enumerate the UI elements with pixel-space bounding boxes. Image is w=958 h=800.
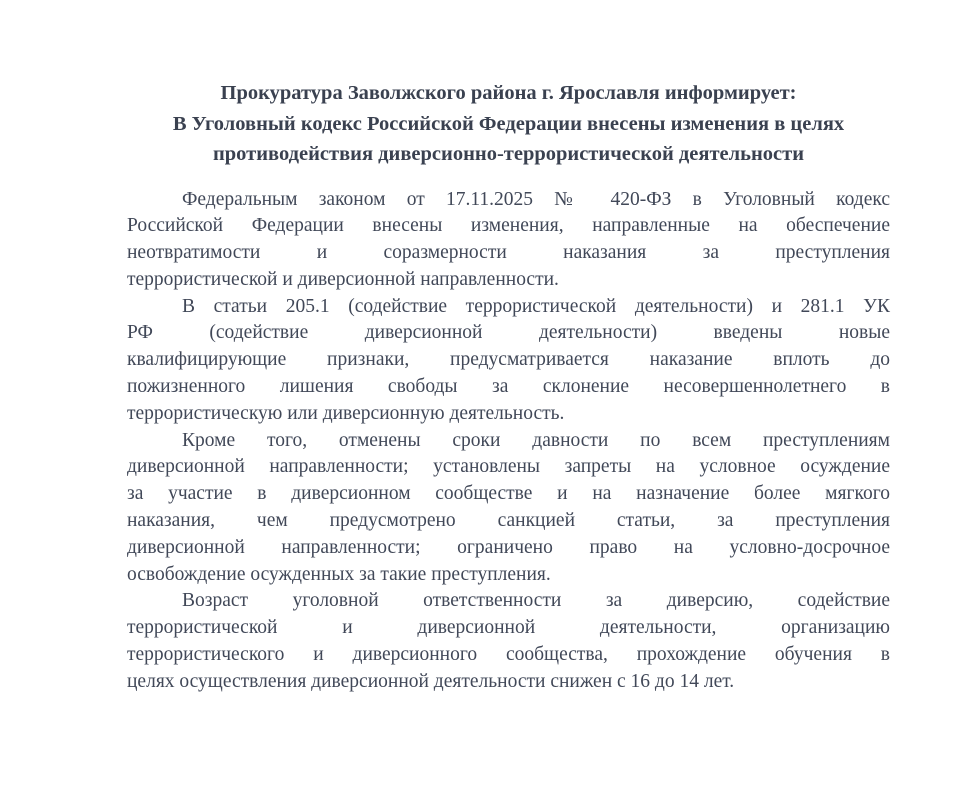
paragraph-4 (127, 588, 890, 695)
title-line-2: В Уголовный кодекс Российской Федерации внесены изменения в целях (172, 112, 845, 135)
document-body (127, 187, 890, 696)
paragraph-3-line-1: Кроме того, отменены сроки давности по всем преступлениям (182, 429, 890, 451)
paragraph-1-line-4: террористической и диверсионной направленности. (127, 268, 559, 290)
title-line-1: Прокуратура Заволжского района г. Ярославля информирует: (220, 82, 797, 104)
paragraph-2-line-2: РФ (содействие диверсионной деятельности) введены новые (127, 322, 890, 344)
paragraph-4-line-1: Возраст уголовной ответственности за диверсию, содействие (182, 590, 890, 612)
paragraph-3-line-5: диверсионной направленности; ограничено право на условно-досрочное (127, 536, 890, 558)
paragraph-2 (127, 294, 890, 428)
paragraph-1-line-1: Федеральным законом от 17.11.2025 № 420-ФЗ в Уголовный кодекс (182, 188, 890, 210)
paragraph-3-line-4: наказания, чем предусмотрено санкцией статьи, за преступления (127, 510, 890, 532)
document-title (127, 78, 890, 170)
paragraph-4-line-4: целях осуществления диверсионной деятельности снижен с 16 до 14 лет. (127, 670, 735, 692)
paragraph-2-line-1: В статьи 205.1 (содействие террористической деятельности) и 281.1 УК (182, 295, 890, 317)
paragraph-2-line-4: пожизненного лишения свободы за склонение несовершеннолетнего в (127, 376, 890, 398)
paragraph-3 (127, 428, 890, 589)
paragraph-2-line-3: квалифицирующие признаки, предусматривается наказание вплоть до (127, 349, 890, 371)
paragraph-4-line-2: террористической и диверсионной деятельности, организацию (127, 617, 890, 639)
title-line-3: противодействия диверсионно-террористической деятельности (212, 143, 805, 165)
paragraph-3-line-3: за участие в диверсионном сообществе и на назначение более мягкого (127, 483, 890, 505)
paragraph-3-line-6: освобождение осужденных за такие преступления. (127, 563, 551, 585)
paragraph-3-line-2: диверсионной направленности; установлены запреты на условное осуждение (127, 456, 890, 478)
paragraph-1 (127, 187, 890, 294)
paragraph-1-line-2: Российской Федерации внесены изменения, направленные на обеспечение (127, 215, 890, 237)
paragraph-1-line-3: неотвратимости и соразмерности наказания за преступления (127, 242, 890, 264)
paragraph-4-line-3: террористического и диверсионного сообщества, прохождение обучения в (127, 644, 890, 666)
paragraph-2-line-5: террористическую или диверсионную деятельность. (127, 402, 565, 424)
